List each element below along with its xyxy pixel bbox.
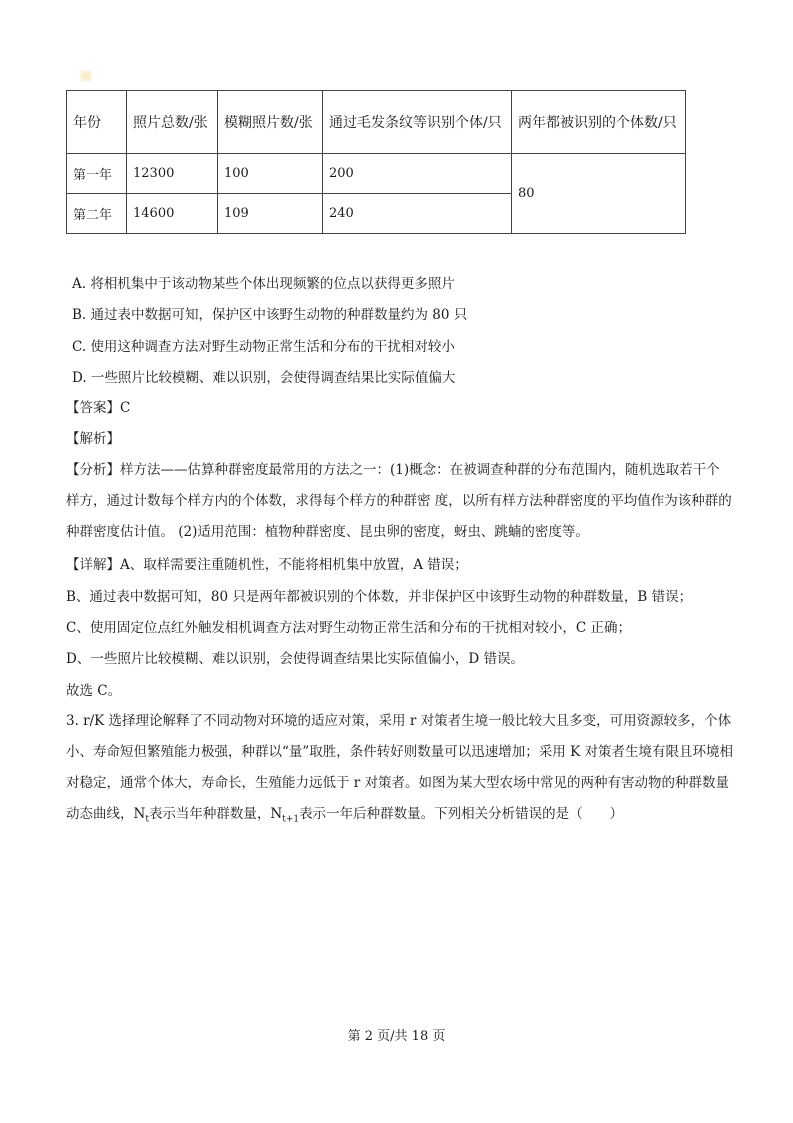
table-row [67, 154, 686, 194]
analysis-heading: 【解析】 [66, 431, 120, 447]
answer-label: 【答案】 [66, 400, 120, 416]
table-header-cell: 模糊照片数/张 [218, 91, 323, 154]
table-header-cell: 照片总数/张 [127, 91, 218, 154]
answer-line [66, 398, 130, 418]
subscript-t: t [145, 814, 149, 825]
option-a: A. 将相机集中于该动物某些个体出现频繁的位点以获得更多照片 [72, 276, 455, 292]
detail-text-a: A、取样需要注重随机性，不能将相机集中放置，A 错误； [120, 557, 468, 573]
survey-table [66, 90, 686, 234]
table-cell: 第二年 [67, 194, 127, 234]
table-header-cell: 两年都被识别的个体数/只 [512, 91, 686, 154]
question-3-text-before: 3. r/K 选择理论解释了不同动物对环境的适应对策，采用 r 对策者生境一般比较大且多变，可用资源较多，个体小、寿命短但繁殖能力极强，种群以“量”取胜，条件转好则数量可以迅速增加；采用 K 对策者生境有限且环境相对稳定，通常个体大，寿命长，生殖能力远低于 r 对策者。如图为某大型农场中常见的两种有害动物的种群数量动态曲线，N [66, 713, 733, 822]
question-3-text-after: 表示一年后种群数量。下列相关分析错误的是（ ） [299, 806, 624, 822]
table-header-cell: 年份 [67, 91, 127, 154]
table-cell: 12300 [127, 154, 218, 194]
table-cell: 第一年 [67, 154, 127, 194]
question-3-stem [66, 706, 738, 836]
detail-label: 【详解】 [66, 557, 120, 573]
analysis-text: 样方法——估算种群密度最常用的方法之一：(1)概念：在被调查种群的分布范围内，随机选取若干个样方，通过计数每个样方内的个体数，求得每个样方的种群密 度，以所有样方法种群密度的平均值作为该种群的种群密度估计值。 (2)适用范围：植物种群密度、昆虫卵的密度，蚜虫、跳蝻的密度等。 [66, 462, 732, 540]
detail-line-c: C、使用固定位点红外触发相机调查方法对野生动物正常生活和分布的干扰相对较小，C 正确； [66, 620, 631, 636]
option-d: D. 一些照片比较模糊、难以识别，会使得调查结果比实际值偏大 [72, 370, 456, 386]
conclusion-line: 故选 C。 [66, 683, 122, 699]
table-cell: 240 [323, 194, 512, 234]
table-header-cell: 通过毛发条纹等识别个体/只 [323, 91, 512, 154]
detail-line-b: B、通过表中数据可知，80 只是两年都被识别的个体数，并非保护区中该野生动物的种群数量，B 错误； [66, 589, 693, 605]
table-merged-cell: 80 [512, 154, 686, 234]
table-cell: 200 [323, 154, 512, 194]
table-header-row [67, 91, 686, 154]
page-smudge [80, 70, 92, 82]
option-c: C. 使用这种调查方法对野生动物正常生活和分布的干扰相对较小 [72, 339, 455, 355]
option-b: B. 通过表中数据可知，保护区中该野生动物的种群数量约为 80 只 [72, 307, 468, 323]
detail-line-d: D、一些照片比较模糊、难以识别，会使得调查结果比实际值偏小，D 错误。 [66, 651, 524, 667]
table-cell: 109 [218, 194, 323, 234]
detail-line-a [66, 555, 468, 575]
analysis-paragraph [66, 455, 732, 548]
table-cell: 14600 [127, 194, 218, 234]
analysis-label: 【分析】 [66, 462, 120, 478]
page-footer: 第 2 页/共 18 页 [347, 1029, 446, 1044]
subscript-t1: t+1 [282, 814, 300, 825]
question-3-text-mid: 表示当年种群数量，N [148, 806, 283, 822]
answer-value: C [120, 400, 131, 416]
table-cell: 100 [218, 154, 323, 194]
